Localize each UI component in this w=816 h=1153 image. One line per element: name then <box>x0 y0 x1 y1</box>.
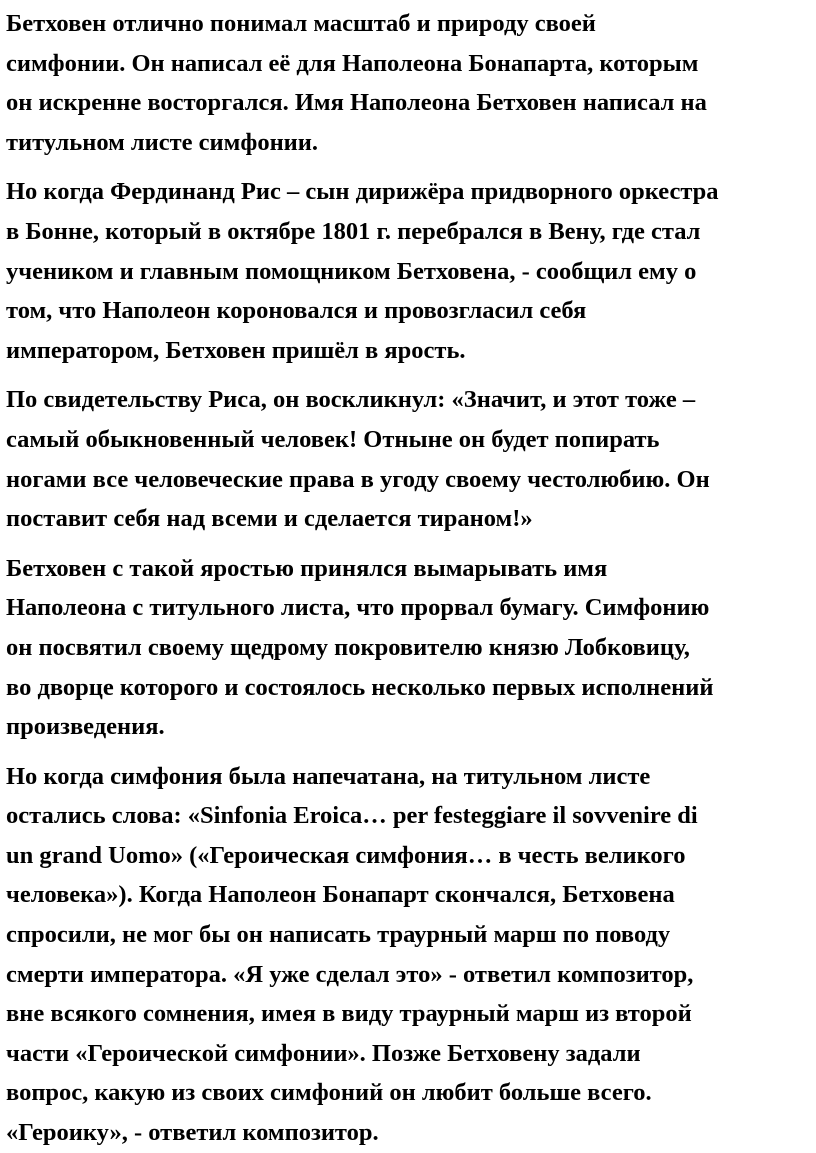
text-line: По свидетельству Риса, он воскликнул: «Значит, и этот тоже – <box>6 386 696 414</box>
text-line: самый обыкновенный человек! Отныне он будет попирать <box>6 425 660 453</box>
paragraph-5 <box>6 757 810 1153</box>
text-line: un grand Uomo» («Героическая симфония… в честь великого <box>6 841 686 869</box>
text-line: том, что Наполеон короновался и провозгласил себя <box>6 297 587 325</box>
text-line: поставит себя над всеми и сделается тираном!» <box>6 505 533 533</box>
paragraph-1 <box>6 4 810 162</box>
text-line: Бетховен с такой яростью принялся вымарывать имя <box>6 554 608 582</box>
text-line: учеником и главным помощником Бетховена, - сообщил ему о <box>6 257 697 285</box>
paragraph-2 <box>6 172 810 370</box>
text-line: ногами все человеческие права в угоду своему честолюбию. Он <box>6 465 710 493</box>
text-line: он посвятил своему щедрому покровителю князю Лобковицу, <box>6 633 690 661</box>
text-line: в Бонне, который в октябре 1801 г. перебрался в Вену, где стал <box>6 217 701 245</box>
paragraph-3 <box>6 380 810 538</box>
text-line: произведения. <box>6 713 165 741</box>
paragraph-4 <box>6 549 810 747</box>
text-line: вопрос, какую из своих симфоний он любит больше всего. <box>6 1079 652 1107</box>
text-line: части «Героической симфонии». Позже Бетховену задали <box>6 1039 641 1067</box>
text-line: Наполеона с титульного листа, что прорвал бумагу. Симфонию <box>6 594 710 622</box>
text-line: Но когда Фердинанд Рис – сын дирижёра придворного оркестра <box>6 178 719 206</box>
text-line: Бетховен отлично понимал масштаб и природу своей <box>6 10 596 37</box>
text-line: «Героику», - ответил композитор. <box>6 1119 379 1147</box>
text-line: императором, Бетховен пришёл в ярость. <box>6 336 466 364</box>
text-line: Но когда симфония была напечатана, на титульном листе <box>6 762 651 790</box>
text-line: человека»). Когда Наполеон Бонапарт скончался, Бетховена <box>6 881 675 909</box>
text-line: остались слова: «Sinfonia Eroica… per festeggiare il sovvenire di <box>6 802 698 830</box>
text-line: он искренне восторгался. Имя Наполеона Бетховен написал на <box>6 89 707 117</box>
text-line: симфонии. Он написал её для Наполеона Бонапарта, которым <box>6 49 699 77</box>
text-line: титульном листе симфонии. <box>6 128 319 156</box>
text-line: смерти императора. «Я уже сделал это» - ответил композитор, <box>6 960 694 988</box>
text-line: во дворце которого и состоялось несколько первых исполнений <box>6 673 714 701</box>
text-line: вне всякого сомнения, имея в виду траурный марш из второй <box>6 1000 692 1028</box>
text-line: спросили, не мог бы он написать траурный марш по поводу <box>6 921 671 949</box>
